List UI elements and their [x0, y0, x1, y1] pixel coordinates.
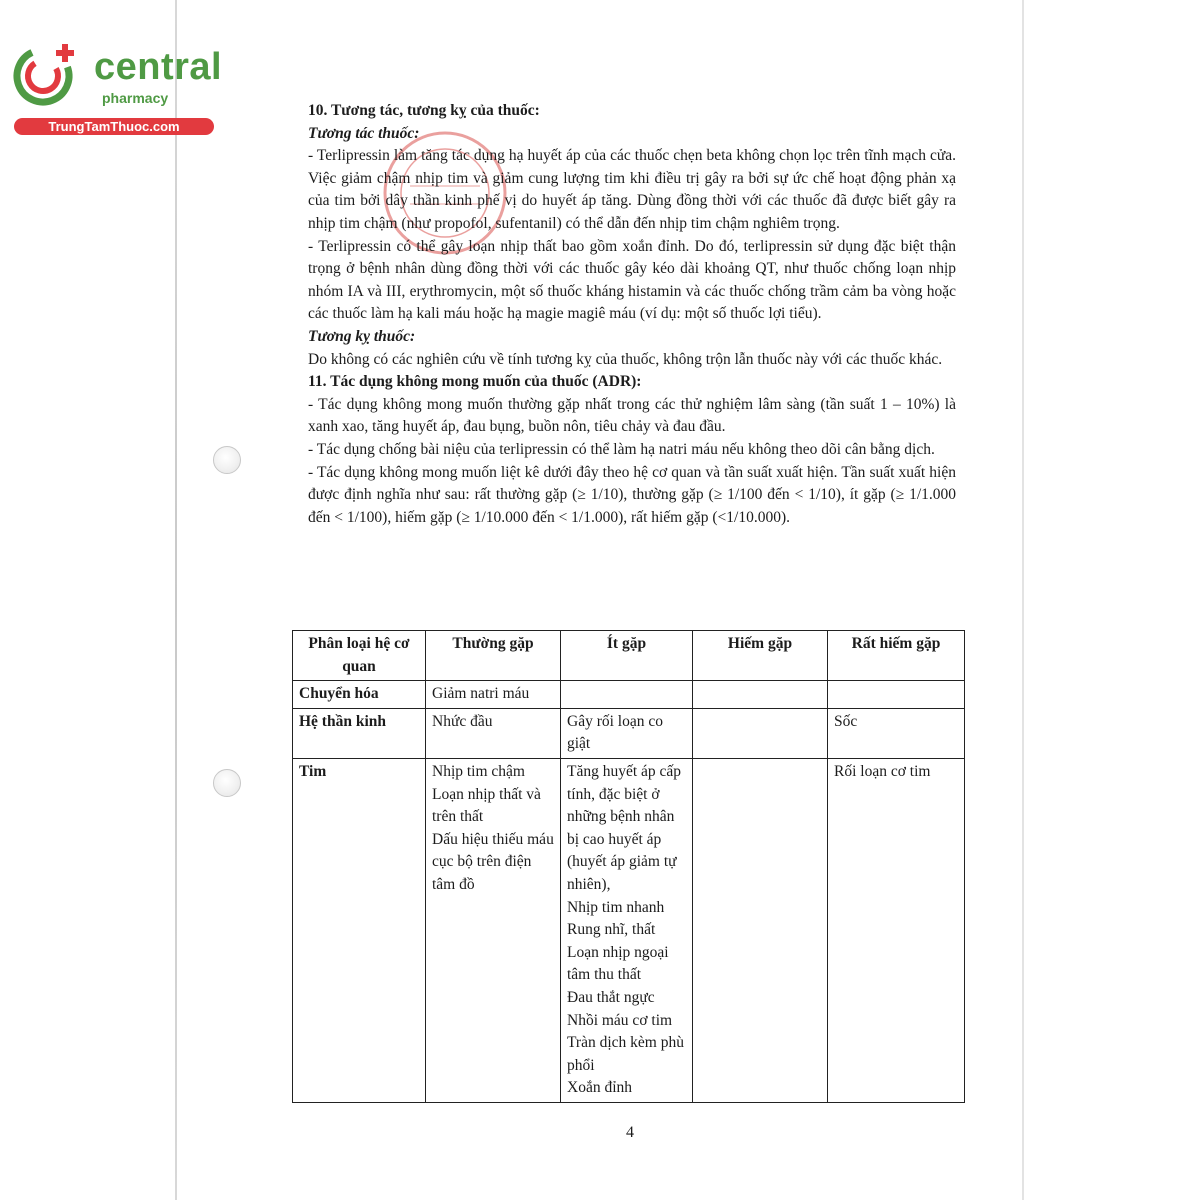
cell-rare: [693, 708, 828, 758]
cell-line: Nhồi máu cơ tim: [567, 1011, 673, 1029]
interaction-subheading: Tương tác thuốc:: [308, 124, 420, 142]
adr-paragraph-1: - Tác dụng không mong muốn thường gặp nhất trong các thử nghiệm lâm sàng (tần suất 1 – 10%) là xanh xao, tăng huyết áp, đau bụng, buồn nôn, tiêu chảy và đau đầu.: [308, 395, 956, 436]
interaction-paragraph-2: - Terlipressin có thể gây loạn nhịp thất bao gồm xoắn đỉnh. Do đó, terlipressin sử dụng đặc biệt thận trọng ở bệnh nhân dùng đồng thời với các thuốc gây kéo dài khoảng QT, như thuốc chống loạn nhịp nhóm IA và III, erythromycin, một số thuốc kháng histamin và các thuốc chống trầm cảm ba vòng hoặc các thuốc làm hạ kali máu hoặc hạ magie magiê máu (ví dụ: một số thuốc lợi tiểu).: [308, 237, 956, 323]
punch-hole-bottom: [213, 769, 241, 797]
cell-line: Nhịp tim nhanh: [567, 898, 665, 916]
cell-line: Sốc: [834, 712, 858, 730]
cell-line: Nhịp tim chậm: [432, 762, 525, 780]
cell-rare: [693, 681, 828, 709]
cell-uncommon: [561, 758, 693, 1102]
cell-line: Giảm natri máu: [432, 685, 530, 703]
page-number: 4: [626, 1124, 634, 1141]
header-common: Thường gặp: [426, 631, 561, 681]
header-uncommon: Ít gặp: [561, 631, 693, 681]
logo-brand-name: central: [94, 46, 223, 88]
punch-hole-top: [213, 446, 241, 474]
cell-line: Rung nhĩ, thất: [567, 921, 656, 939]
cell-common: [426, 708, 561, 758]
incompatibility-paragraph: Do không có các nghiên cứu về tính tương kỵ của thuốc, không trộn lẫn thuốc này với các thuốc khác.: [308, 350, 943, 368]
cell-rare: [693, 758, 828, 1102]
table-header-row: [293, 631, 965, 681]
cell-line: Nhức đầu: [432, 712, 493, 730]
logo-subtitle: pharmacy: [102, 90, 169, 106]
header-organ-system: Phân loại hệ cơ quan: [293, 631, 426, 681]
section-10-heading: 10. Tương tác, tương kỵ của thuốc:: [308, 102, 540, 119]
cell-very-rare: [828, 708, 965, 758]
cell-line: Loạn nhịp ngoại tâm thu thất: [567, 943, 669, 984]
cell-line: Rối loạn cơ tim: [834, 762, 931, 780]
scan-page-edge-left: [175, 0, 177, 1200]
cell-line: Gây rối loạn co giật: [567, 712, 663, 753]
cell-line: Đau thắt ngực: [567, 988, 655, 1006]
table-row: [293, 681, 965, 709]
table-row: [293, 708, 965, 758]
row-system-nervous: Hệ thần kinh: [293, 708, 426, 758]
cell-line: Loạn nhịp thất và trên thất: [432, 785, 541, 826]
cell-line: Tăng huyết áp cấp tính, đặc biệt ở những bệnh nhân bị cao huyết áp (huyết áp giảm tự nhiên),: [567, 762, 682, 893]
incompatibility-subheading: Tương kỵ thuốc:: [308, 327, 416, 345]
cell-common: [426, 758, 561, 1102]
adr-paragraph-3: - Tác dụng không mong muốn liệt kê dưới đây theo hệ cơ quan và tần suất xuất hiện. Tần suất xuất hiện được định nghĩa như sau: rất thường gặp (≥ 1/10), thường gặp (≥ 1/100 đến < 1/10), ít gặp (≥ 1/1.000 đến < 1/100), hiếm gặp (≥ 1/10.000 đến < 1/1.000), rất hiếm gặp (<1/10.000).: [308, 463, 956, 526]
cell-uncommon: [561, 681, 693, 709]
interaction-paragraph-1: - Terlipressin làm tăng tác dụng hạ huyết áp của các thuốc chẹn beta không chọn lọc trên tĩnh mạch cửa. Việc giảm chậm nhịp tim và giảm cung lượng tim khi điều trị gây ra bởi sự ức chế hoạt động phản xạ của tim bởi dây thần kinh phế vị do huyết áp tăng. Dùng đồng thời với các thuốc đã được biết gây ra nhịp tim chậm (như propofol, sufentanil) có thể dẫn đến nhịp tim chậm nghiêm trọng.: [308, 147, 956, 232]
cell-common: [426, 681, 561, 709]
adr-paragraph-2: - Tác dụng chống bài niệu của terlipressin có thể làm hạ natri máu nếu không theo dõi cân bằng dịch.: [308, 440, 935, 458]
row-system-metabolism: Chuyển hóa: [293, 681, 426, 709]
cell-line: Dấu hiệu thiếu máu cục bộ trên điện tâm đồ: [432, 830, 554, 893]
table-row: [293, 758, 965, 1102]
cell-very-rare: [828, 681, 965, 709]
scan-page-edge-right: [1022, 0, 1024, 1200]
section-11-heading: 11. Tác dụng không mong muốn của thuốc (ADR):: [308, 373, 642, 391]
header-very-rare: Rất hiếm gặp: [828, 631, 965, 681]
central-pharmacy-logo: [10, 38, 223, 138]
adr-frequency-table: [292, 630, 965, 1103]
pharmacy-cross-ring-icon: [10, 38, 80, 108]
cell-line: Xoắn đỉnh: [567, 1079, 633, 1097]
cell-line: Tràn dịch kèm phù phổi: [567, 1034, 684, 1074]
header-rare: Hiếm gặp: [693, 631, 828, 681]
document-body: [308, 100, 956, 529]
logo-website-badge: TrungTamThuoc.com: [14, 118, 214, 135]
cell-very-rare: [828, 758, 965, 1102]
cell-uncommon: [561, 708, 693, 758]
row-system-heart: Tim: [293, 758, 426, 1102]
